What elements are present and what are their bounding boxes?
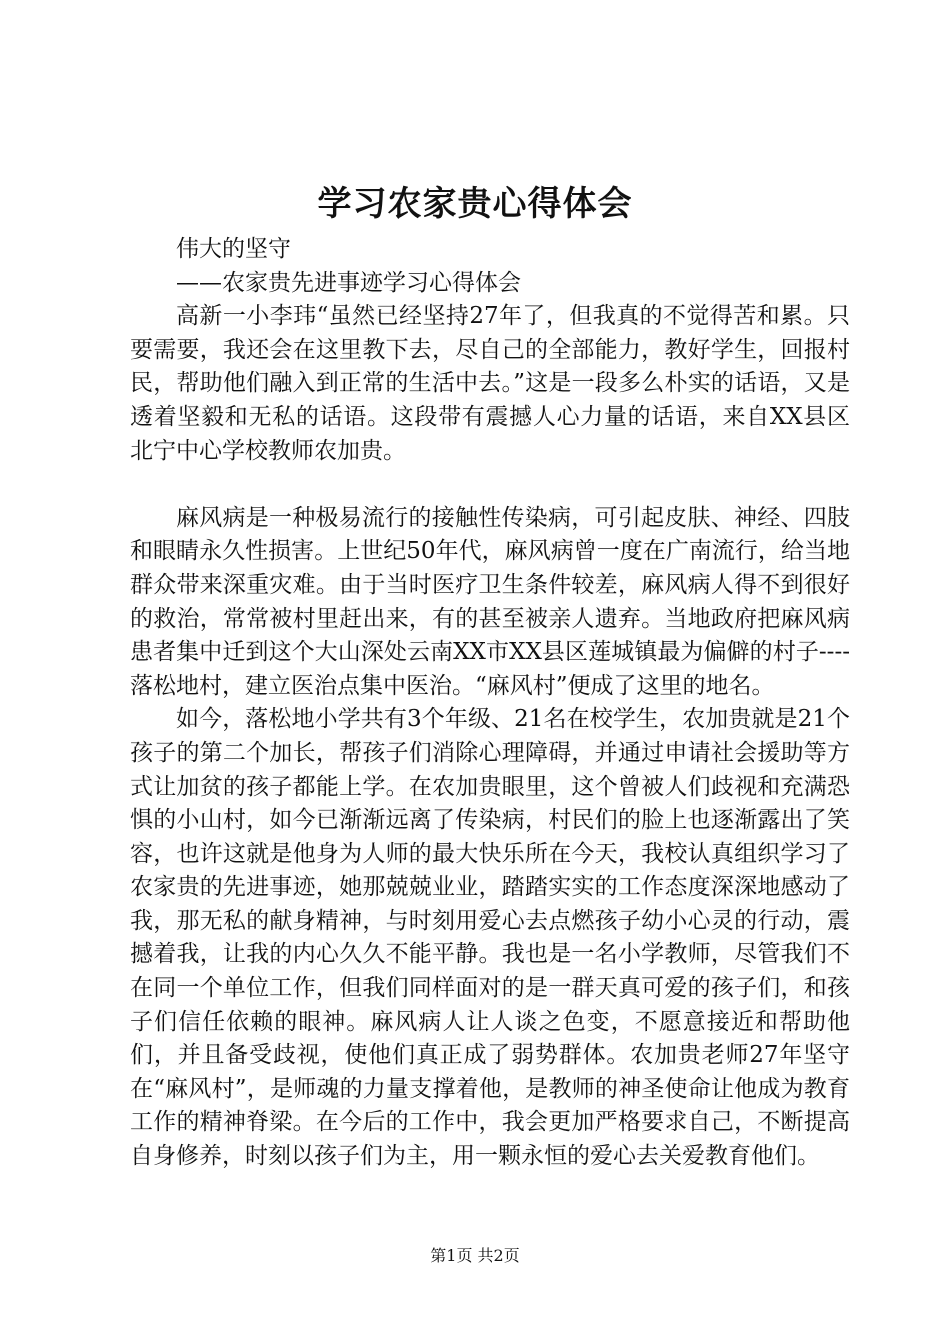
paragraph-subheading: ——农家贵先进事迹学习心得体会: [176, 269, 521, 296]
paragraph-reflection: 如今，落松地小学共有3个年级、21名在校学生，农加贵就是21个孩子的第二个加长，帮孩子们消除心理障碍，并通过申请社会援助等方式让加贫的孩子都能上学。在农加贵眼里，这个曾被人们歧视和充满恐惧的小山村，如今已渐渐远离了传染病，村民们的脸上也逐渐露出了笑容，也许这就是他身为人师的最大快乐所在今天，我校认真组织学习了农家贵的先进事迹，她那兢兢业业，踏踏实实的工作态度深深地感动了我，那无私的献身精神，与时刻用爱心去点燃孩子幼小心灵的行动，震撼着我，让我的内心久久不能平静。我也是一名小学教师，尽管我们不在同一个单位工作，但我们同样面对的是一群天真可爱的孩子们，和孩子们信任依赖的眼神。麻风病人让人谈之色变，不愿意接近和帮助他们，并且备受歧视，使他们真正成了弱势群体。农加贵老师27年坚守在“麻风村”，是师魂的力量支撑着他，是教师的神圣使命让他成为教育工作的精神脊梁。在今后的工作中，我会更加严格要求自己，不断提高自身修养，时刻以孩子们为主，用一颗永恒的爱心去关爱教育他们。: [130, 706, 850, 1170]
document-body: [130, 233, 850, 1174]
page-footer: 第1页 共2页: [430, 1246, 520, 1265]
paragraph-background: 麻风病是一种极易流行的接触性传染病，可引起皮肤、神经、四肢和眼睛永久性损害。上世纪50年代，麻风病曾一度在广南流行，给当地群众带来深重灾难。由于当时医疗卫生条件较差，麻风病人得不到很好的救治，常常被村里赶出来，有的甚至被亲人遗弃。当地政府把麻风病患者集中迁到这个大山深处云南XX市XX县区莲城镇最为偏僻的村子----落松地村，建立医治点集中医治。“麻风村”便成了这里的地名。: [130, 504, 850, 699]
document-title: 学习农家贵心得体会: [317, 184, 633, 224]
paragraph-intro: 高新一小李玮“虽然已经坚持27年了，但我真的不觉得苦和累。只要需要，我还会在这里教下去，尽自己的全部能力，教好学生，回报村民，帮助他们融入到正常的生活中去。”这是一段多么朴实的话语，又是透着坚毅和无私的话语。这段带有震撼人心力量的话语，来自XX县区北宁中心学校教师农加贵。: [130, 303, 850, 464]
paragraph-subtitle: 伟大的坚守: [176, 236, 291, 262]
